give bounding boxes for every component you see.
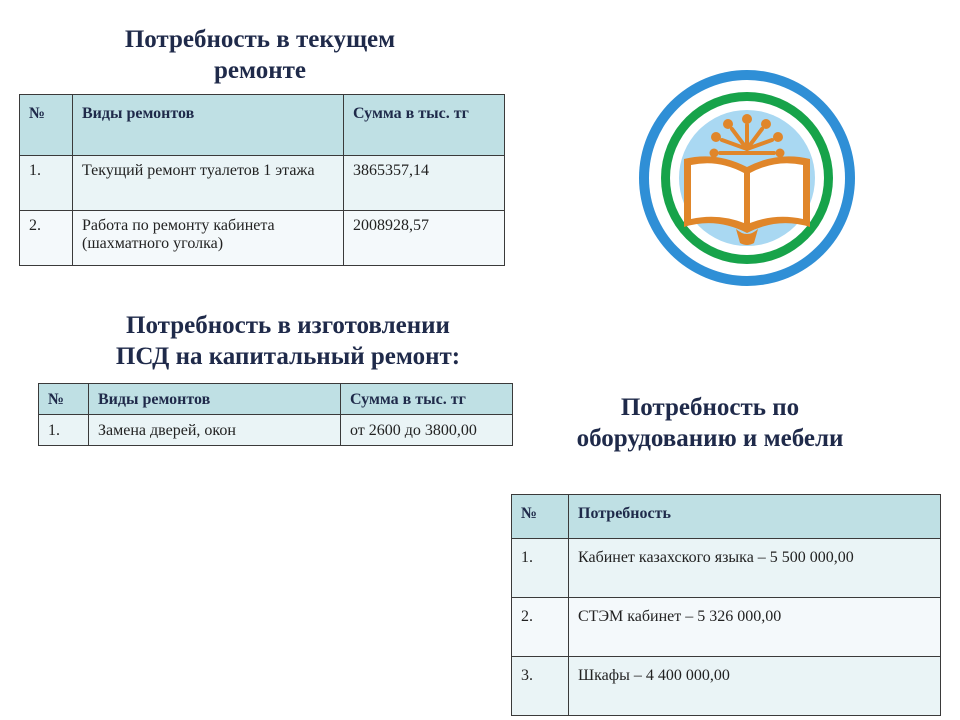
table-row	[39, 415, 513, 446]
row-repair-type: Текущий ремонт туалетов 1 этажа	[73, 156, 344, 211]
row-number: 1.	[512, 539, 569, 598]
row-number: 2.	[512, 598, 569, 657]
row-sum: 2008928,57	[344, 211, 505, 266]
equipment-table	[511, 494, 941, 716]
title-line: Потребность по	[620, 394, 800, 421]
title-line: Потребность в текущем	[124, 26, 396, 53]
current-repair-table	[19, 94, 505, 266]
row-sum: 3865357,14	[344, 156, 505, 211]
row-need: Кабинет казахского языка – 5 500 000,00	[569, 539, 941, 598]
row-repair-type: Работа по ремонту кабинета (шахматного уголка)	[73, 211, 344, 266]
row-number: 1.	[39, 415, 89, 446]
section-title-design-estimate	[68, 310, 508, 372]
header-repair-types: Виды ремонтов	[73, 95, 344, 156]
table-row	[20, 156, 505, 211]
row-number: 2.	[20, 211, 73, 266]
book-emblem-icon	[636, 67, 858, 289]
title-line: оборудованию и мебели	[576, 425, 844, 452]
header-need: Потребность	[569, 495, 941, 539]
header-number: №	[512, 495, 569, 539]
row-need: Шкафы – 4 400 000,00	[569, 657, 941, 716]
table-row	[20, 211, 505, 266]
row-need: СТЭМ кабинет – 5 326 000,00	[569, 598, 941, 657]
row-repair-type: Замена дверей, окон	[89, 415, 341, 446]
table-header-row	[512, 495, 941, 539]
header-sum: Сумма в тыс. тг	[344, 95, 505, 156]
table-row	[512, 657, 941, 716]
table-header-row	[39, 384, 513, 415]
row-number: 1.	[20, 156, 73, 211]
design-estimate-table	[38, 383, 513, 446]
table-row	[512, 598, 941, 657]
header-repair-types: Виды ремонтов	[89, 384, 341, 415]
table-header-row	[20, 95, 505, 156]
header-number: №	[39, 384, 89, 415]
row-number: 3.	[512, 657, 569, 716]
title-line: ремонте	[214, 57, 306, 84]
header-sum: Сумма в тыс. тг	[341, 384, 513, 415]
header-number: №	[20, 95, 73, 156]
section-title-equipment	[520, 392, 900, 454]
section-title-current-repair	[60, 24, 460, 86]
row-sum: от 2600 до 3800,00	[341, 415, 513, 446]
title-line: ПСД на капитальный ремонт:	[115, 343, 461, 370]
title-line: Потребность в изготовлении	[126, 312, 450, 339]
table-row	[512, 539, 941, 598]
